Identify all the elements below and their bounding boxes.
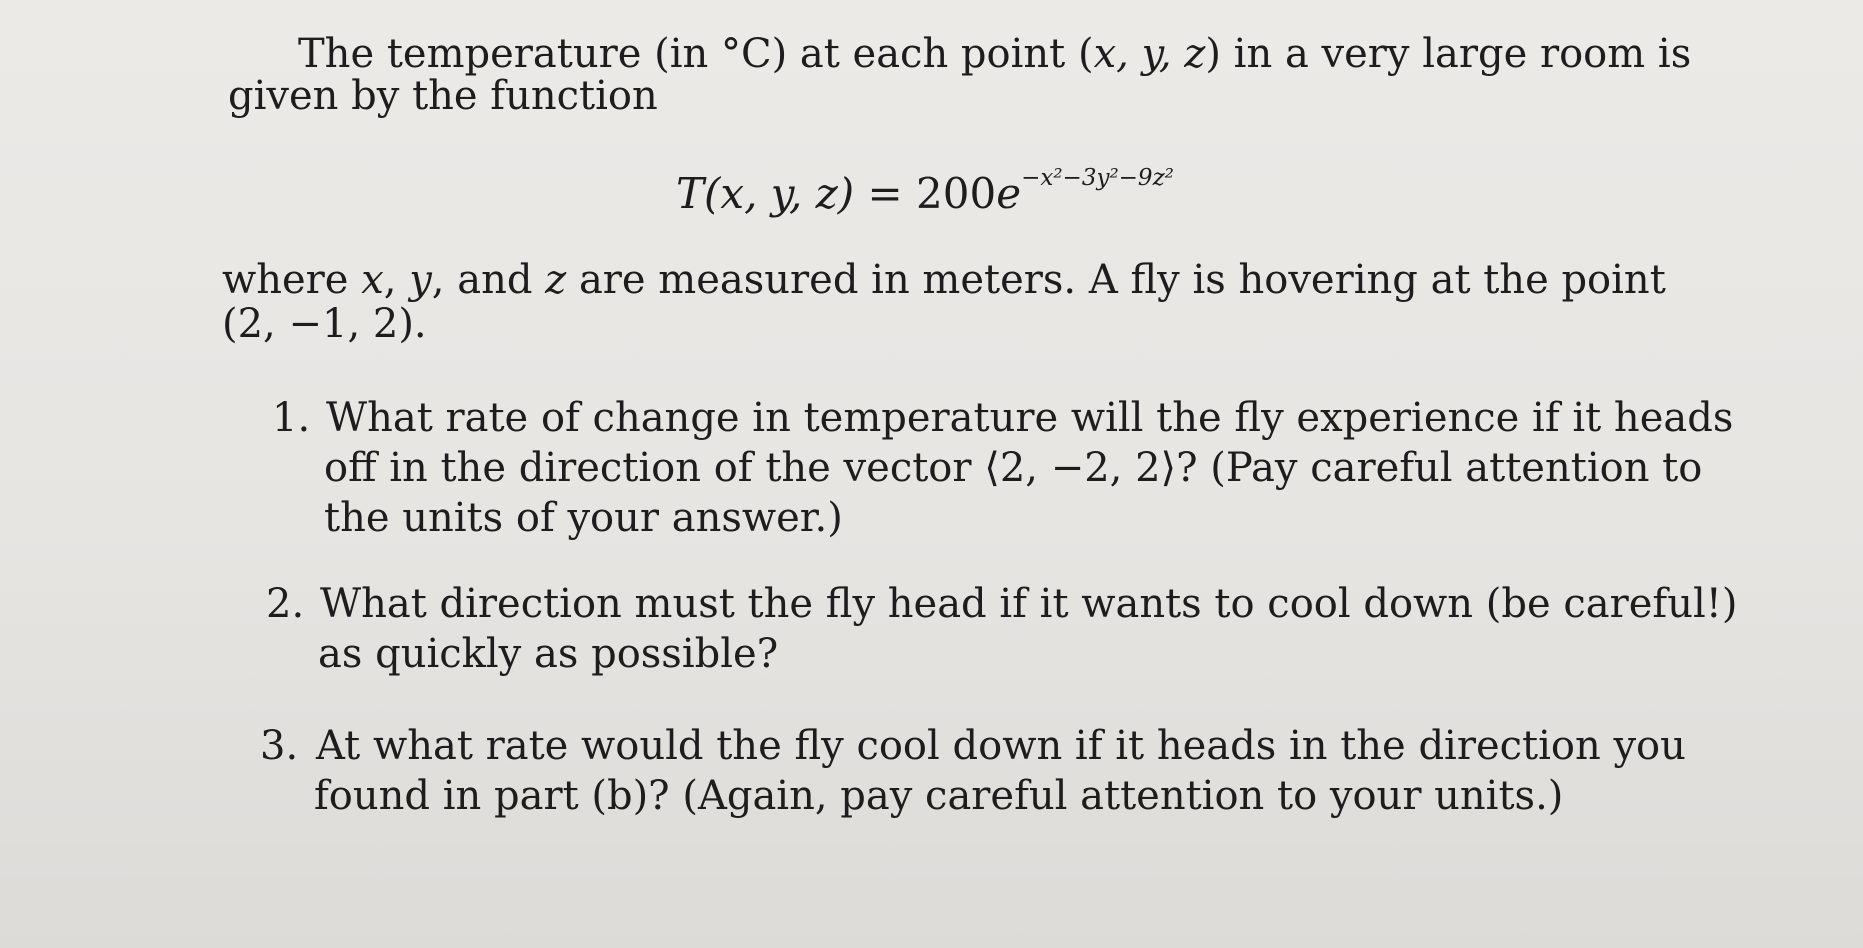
formula-arguments: (x, y, z)	[704, 169, 855, 218]
context-rest: are measured in meters. A fly is hovering at the point	[566, 257, 1666, 303]
intro-variables: x, y, z	[1093, 31, 1206, 77]
context-comma: ,	[383, 257, 410, 303]
context-line-2: (2, −1, 2).	[222, 301, 427, 347]
temperature-formula	[676, 162, 1174, 218]
context-var-z: z	[545, 257, 567, 303]
context-and: , and	[431, 257, 546, 303]
context-where: where	[222, 257, 362, 303]
question-line: found in part (b)? (Again, pay careful attention to your units.)	[314, 773, 1564, 819]
formula-exponent: −x²−3y²−9z²	[1021, 165, 1174, 191]
context-line-1	[222, 256, 1666, 304]
question-number: 2.	[266, 581, 305, 627]
question-number: 3.	[260, 723, 299, 769]
context-var-y: y	[409, 257, 432, 303]
question-line: At what rate would the fly cool down if it heads in the direction you	[316, 723, 1686, 769]
intro-line-1	[298, 30, 1691, 78]
question-line: What rate of change in temperature will the fly experience if it heads	[326, 395, 1734, 441]
formula-equals: = 200	[854, 169, 997, 218]
formula-function: T	[676, 169, 705, 218]
context-var-x: x	[361, 257, 384, 303]
formula-base: e	[996, 169, 1022, 218]
intro-text-end: ) in a very large room is	[1205, 31, 1692, 77]
question-number: 1.	[272, 395, 311, 441]
intro-text: The temperature (in °C) at each point (	[298, 31, 1094, 77]
intro-line-2: given by the function	[228, 73, 658, 119]
question-line: What direction must the fly head if it wants to cool down (be careful!)	[320, 581, 1738, 627]
question-line: off in the direction of the vector ⟨2, −2, 2⟩? (Pay careful attention to	[324, 445, 1703, 491]
question-line: the units of your answer.)	[324, 495, 843, 541]
question-line: as quickly as possible?	[318, 631, 779, 677]
